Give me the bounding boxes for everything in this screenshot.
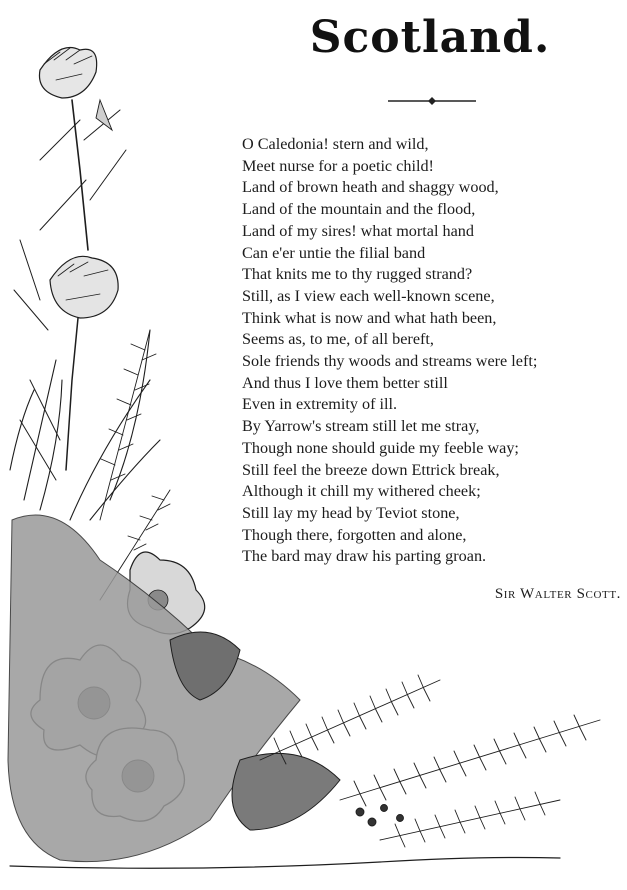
page-title: Scotland. [309,12,551,63]
grass-blades [10,330,160,520]
poem-line: Sole friends thy woods and streams were left; [242,352,538,371]
poem-line: Though none should guide my feeble way; [242,438,519,457]
poem-line: Think what is now and what hath been, [242,308,497,327]
poem-line: Seems as, to me, of all bereft, [242,330,434,349]
poem-line: O Caledonia! stern and wild, [242,135,429,153]
poem-line: Land of brown heath and shaggy wood, [242,178,499,197]
poem-line: Land of the mountain and the flood, [242,200,476,219]
poem-line: That knits me to thy rugged strand? [242,265,473,284]
poem-line: Still, as I view each well-known scene, [242,286,495,305]
poem-line: Can e'er untie the filial band [242,243,426,262]
poem-author: Sir Walter Scott. [494,586,621,602]
poem-line: Even in extremity of ill. [242,395,398,414]
poem-line: And thus I love them better still [242,373,448,392]
cornflower-middle [14,240,118,480]
poem-line: Still lay my head by Teviot stone, [242,503,460,522]
poem-line: Although it chill my withered cheek; [242,482,481,501]
poem-line: Meet nurse for a poetic child! [242,156,434,175]
poem-line: Still feel the breeze down Ettrick break, [242,460,500,479]
poem-line: Land of my sires! what mortal hand [242,221,474,240]
poem-line: By Yarrow's stream still let me stray, [242,417,480,436]
poem-line: Though there, forgotten and alone, [242,525,467,544]
poem-line: The bard may draw his parting groan. [242,547,487,566]
cornflower-top [39,48,126,251]
